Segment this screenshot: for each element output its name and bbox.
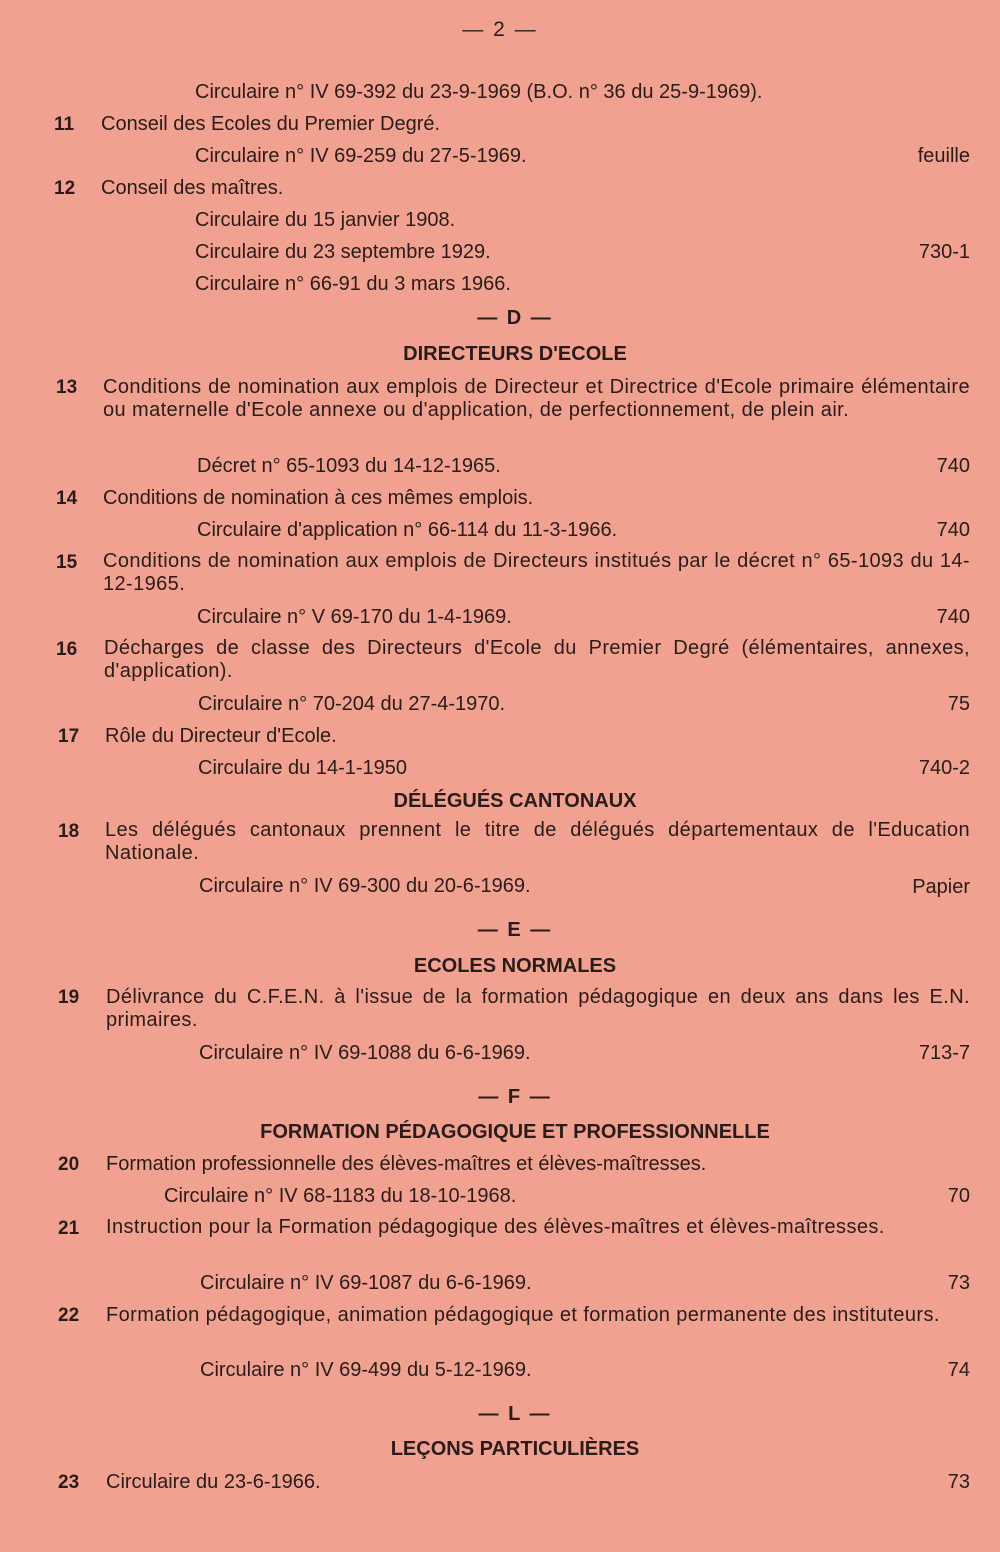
entry-title: Délivrance du C.F.E.N. à l'issue de la formation pédagogique en deux ans dans les E.N. primaires. [106,986,970,1031]
entry-title: Conditions de nomination aux emplois de Directeurs institués par le décret n° 65-1093 du 14-12-1965. [103,550,970,595]
citation: Circulaire n° 70-204 du 27-4-1970. [198,693,506,715]
entry-number: 23 [58,1472,80,1493]
reference: 740 [936,606,970,628]
entry-number: 14 [56,488,78,509]
entry-number: 20 [58,1154,80,1175]
section-letter: — F — [478,1086,552,1108]
entry-number: 12 [54,178,76,199]
entry-title: Formation pédagogique, animation pédagogique et formation permanente des instituteurs. [106,1304,940,1326]
entry-title: Conseil des Ecoles du Premier Degré. [101,113,441,135]
reference: 740 [936,455,970,477]
reference: Papier [912,876,970,898]
reference: 70 [947,1185,970,1207]
citation: Circulaire n° IV 69-392 du 23-9-1969 (B.O. n° 36 du 25-9-1969). [195,81,763,103]
reference: 75 [947,693,970,715]
section-letter: — D — [477,307,553,329]
entry-number: 17 [58,726,80,747]
citation: Circulaire n° V 69-170 du 1-4-1969. [197,606,512,628]
section-heading: DIRECTEURS D'ECOLE [403,343,627,365]
reference: feuille [917,145,970,167]
entry-number: 21 [58,1218,80,1239]
entry-title: Les délégués cantonaux prennent le titre de délégués départementaux de l'Education Nationale. [105,819,970,864]
citation: Circulaire du 15 janvier 1908. [195,209,456,231]
entry-title: Conseil des maîtres. [101,177,284,199]
section-heading: DÉLÉGUÉS CANTONAUX [393,790,637,812]
entry-number: 22 [58,1305,80,1326]
citation: Circulaire n° IV 69-259 du 27-5-1969. [195,145,527,167]
reference: 73 [947,1272,970,1294]
reference: 713-7 [918,1042,970,1064]
citation: Circulaire du 23 septembre 1929. [195,241,491,263]
entry-number: 11 [54,114,75,135]
citation: Circulaire n° 66-91 du 3 mars 1966. [195,273,511,295]
entry-number: 18 [58,821,80,842]
entry-number: 15 [56,552,78,573]
section-heading: ECOLES NORMALES [413,955,617,977]
citation: Circulaire n° IV 69-1087 du 6-6-1969. [200,1272,532,1294]
entry-title: Rôle du Directeur d'Ecole. [105,725,337,747]
entry-title: Instruction pour la Formation pédagogique des élèves-maîtres et élèves-maîtresses. [106,1216,885,1238]
section-letter: — L — [478,1403,552,1425]
reference: 740-2 [918,757,970,779]
entry-title: Formation professionnelle des élèves-maîtres et élèves-maîtresses. [106,1153,707,1175]
entry-title: Décharges de classe des Directeurs d'Ecole du Premier Degré (élémentaires, annexes, d'application). [104,637,970,682]
citation: Circulaire d'application n° 66-114 du 11-3-1966. [197,519,618,541]
citation: Circulaire n° IV 69-1088 du 6-6-1969. [199,1042,531,1064]
page-number: — 2 — [462,18,538,41]
citation: Circulaire n° IV 69-499 du 5-12-1969. [200,1359,532,1381]
citation: Circulaire n° IV 68-1183 du 18-10-1968. [164,1185,517,1207]
entry-title: Conditions de nomination aux emplois de Directeur et Directrice d'Ecole primaire élémentaire ou maternelle d'Ecole annexe ou d'application, de perfectionnement, de plein air. [103,376,970,421]
entry-number: 16 [56,639,78,660]
entry-title: Conditions de nomination à ces mêmes emplois. [103,487,534,509]
reference: 74 [947,1359,970,1381]
entry-number: 13 [56,377,78,398]
reference: 730-1 [918,241,970,263]
section-heading: LEÇONS PARTICULIÈRES [390,1438,640,1460]
section-heading: FORMATION PÉDAGOGIQUE ET PROFESSIONNELLE [260,1121,770,1143]
entry-number: 19 [58,987,80,1008]
entry-title: Circulaire du 23-6-1966. [106,1471,321,1493]
section-letter: — E — [477,919,553,941]
citation: Circulaire n° IV 69-300 du 20-6-1969. [199,875,531,897]
citation: Circulaire du 14-1-1950 [198,757,408,779]
citation: Décret n° 65-1093 du 14-12-1965. [197,455,501,477]
reference: 73 [947,1471,970,1493]
reference: 740 [936,519,970,541]
